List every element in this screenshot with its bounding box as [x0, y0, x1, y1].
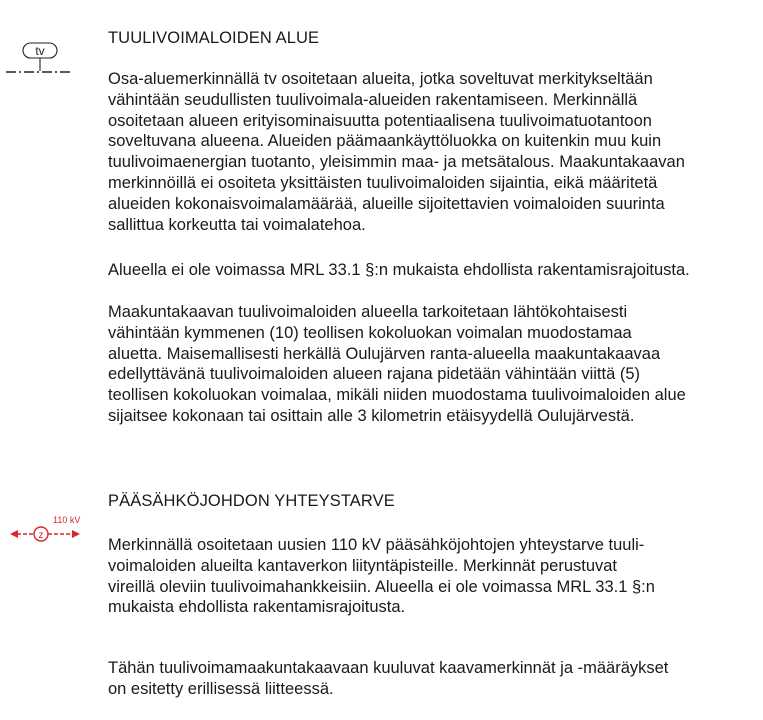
wind-symbol-label: tv [35, 44, 45, 58]
wind-power-area-symbol-icon [4, 40, 76, 80]
wind-area-heading: TUULIVOIMALOIDEN ALUE [108, 29, 320, 47]
power-symbol-voltage-label: 110 kV [53, 515, 81, 525]
power-symbol-inner-label: z [38, 530, 44, 541]
power-line-connection-symbol-icon [8, 512, 90, 548]
wind-area-paragraph-2: Alueella ei ole voimassa MRL 33.1 §:n mukaista ehdollista rakentamisrajoitusta. [108, 261, 690, 279]
wind-area-paragraph-3: Maakuntakaavan tuulivoimaloiden alueella tarkoitetaan lähtökohtaisesti vähintään kymmenen (10) teollisen kokoluokan voimalan muodostamaa aluetta. Maisemallisesti herkällä Oulujärven ranta-alueella maakuntakaavaa edellyttävänä tuulivoimaloiden alueen rajana pidetään vähintään viittä (5) teollisen kokoluokan voimalaa, mikäli niiden muodostama tuulivoimaloiden alue sijaitsee kokonaan tai osittain alle 3 kilometrin etäisyydellä Oulujärvestä. [108, 303, 686, 425]
footer-note: Tähän tuulivoimamaakuntakaavaan kuuluvat kaavamerkinnät ja -määräykset on esitetty erillisessä liitteessä. [108, 659, 669, 698]
wind-area-paragraph-1: Osa-aluemerkinnällä tv osoitetaan alueita, jotka soveltuvat merkitykseltään vähintään seudullisten tuulivoimala-alueiden rakentamiseen. Merkinnällä osoitetaan alueen erityisominaisuutta potentiaalisena tuulivoimatuotantoon soveltuvana alueena. Alueiden päämaankäyttöluokka on kuitenkin muu kuin tuulivoimaenergian tuotanto, yleisimmin maa- ja metsätalous. Maakuntakaavan merkinnöillä ei osoiteta yksittäisten tuulivoimaloiden sijaintia, eikä määritetä alueiden kokonaisvoimalamäärää, alueille sijoitettavien voimaloiden suurinta sallittua korkeutta tai voimalatehoa. [108, 70, 685, 234]
power-line-paragraph: Merkinnällä osoitetaan uusien 110 kV pääsähköjohtojen yhteystarve tuuli- voimaloiden alueilta kantaverkon liityntäpisteille. Merkinnät perustuvat vireillä oleviin tuulivoimahankkeisiin. Alueella ei ole voimassa MRL 33.1 §:n mukaista ehdollista rakentamisrajoitusta. [108, 536, 655, 617]
power-line-heading: PÄÄSÄHKÖJOHDON YHTEYSTARVE [108, 492, 395, 510]
